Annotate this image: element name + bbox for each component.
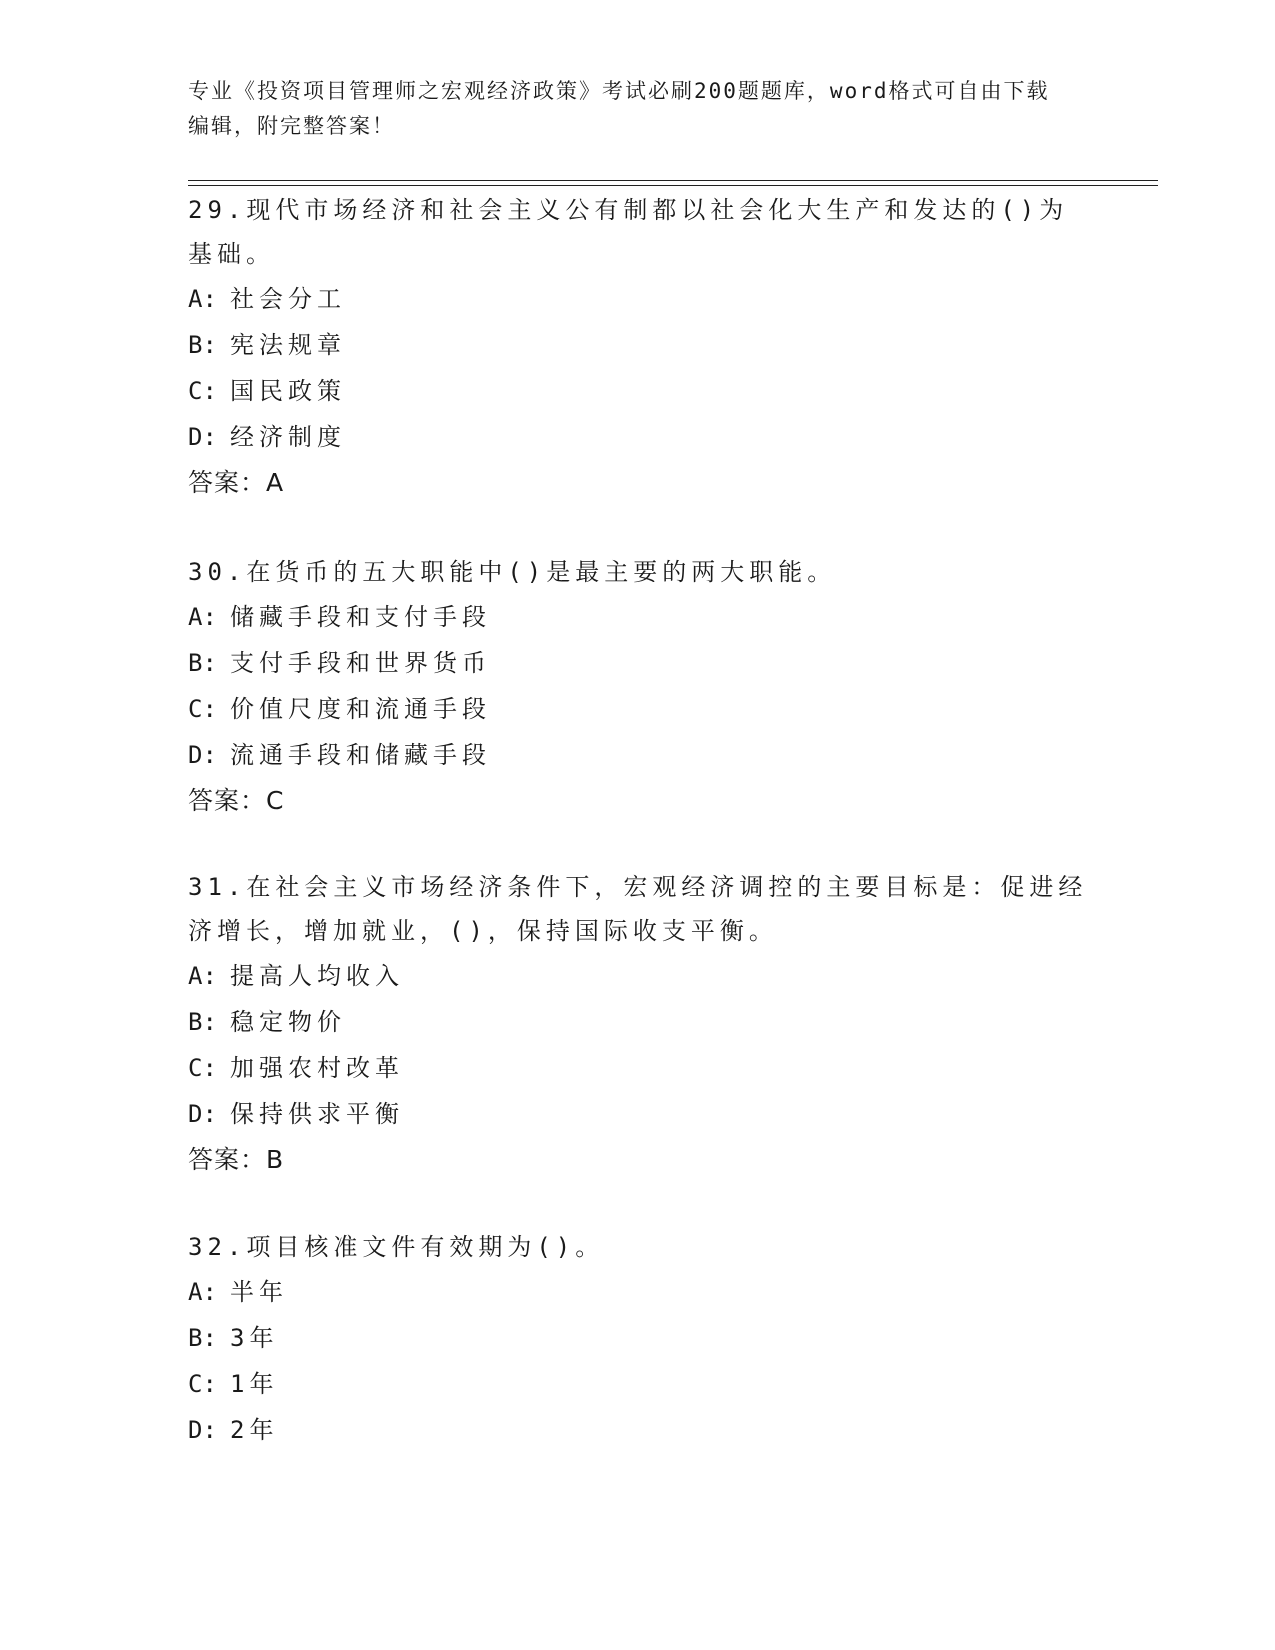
- option-text: 半年: [230, 1278, 288, 1306]
- question-32: [188, 1225, 1088, 1453]
- header-divider-top: [188, 180, 1158, 181]
- option-b: [188, 1315, 1088, 1361]
- option-text: 加强农村改革: [230, 1054, 404, 1082]
- option-letter: D:: [188, 1416, 217, 1444]
- option-d: [188, 1407, 1088, 1453]
- option-letter: C:: [188, 695, 217, 723]
- question-30: [188, 550, 1088, 824]
- option-text: 流通手段和储藏手段: [230, 741, 491, 769]
- question-29: [188, 188, 1088, 506]
- option-text: 社会分工: [230, 285, 346, 313]
- option-c: [188, 1361, 1088, 1407]
- option-a: [188, 1269, 1088, 1315]
- option-text: 1年: [230, 1370, 279, 1398]
- option-letter: C:: [188, 1370, 217, 1398]
- option-letter: B:: [188, 649, 217, 677]
- option-text: 国民政策: [230, 377, 346, 405]
- option-d: [188, 1091, 1088, 1137]
- option-a: [188, 594, 1088, 640]
- option-b: [188, 640, 1088, 686]
- header-divider-bottom: [188, 185, 1158, 186]
- answer-line: 答案：A: [188, 468, 285, 497]
- option-b: [188, 999, 1088, 1045]
- option-text: 2年: [230, 1416, 279, 1444]
- option-text: 稳定物价: [230, 1008, 346, 1036]
- option-letter: B:: [188, 331, 217, 359]
- option-letter: C:: [188, 377, 217, 405]
- option-letter: C:: [188, 1054, 217, 1082]
- option-letter: B:: [188, 1008, 217, 1036]
- option-d: [188, 732, 1088, 778]
- option-c: [188, 368, 1088, 414]
- option-letter: A:: [188, 962, 217, 990]
- option-letter: D:: [188, 423, 217, 451]
- option-text: 价值尺度和流通手段: [230, 695, 491, 723]
- answer-line: 答案：C: [188, 786, 285, 815]
- question-stem: 32.项目核准文件有效期为()。: [188, 1233, 605, 1261]
- option-text: 宪法规章: [230, 331, 346, 359]
- document-header: 专业《投资项目管理师之宏观经济政策》考试必刷200题题库，word格式可自由下载编辑，附完整答案！: [188, 79, 1050, 138]
- question-stem: 31.在社会主义市场经济条件下，宏观经济调控的主要目标是：促进经济增长，增加就业，()，保持国际收支平衡。: [188, 873, 1088, 945]
- option-text: 储藏手段和支付手段: [230, 603, 491, 631]
- option-b: [188, 322, 1088, 368]
- question-stem: 30.在货币的五大职能中()是最主要的两大职能。: [188, 558, 837, 586]
- answer-line: 答案：B: [188, 1145, 285, 1174]
- option-text: 支付手段和世界货币: [230, 649, 491, 677]
- option-d: [188, 414, 1088, 460]
- option-letter: A:: [188, 1278, 217, 1306]
- option-c: [188, 1045, 1088, 1091]
- option-letter: D:: [188, 741, 217, 769]
- option-a: [188, 953, 1088, 999]
- option-letter: A:: [188, 603, 217, 631]
- option-letter: B:: [188, 1324, 217, 1352]
- option-c: [188, 686, 1088, 732]
- question-31: [188, 865, 1088, 1183]
- option-a: [188, 276, 1088, 322]
- option-letter: A:: [188, 285, 217, 313]
- option-letter: D:: [188, 1100, 217, 1128]
- option-text: 经济制度: [230, 423, 346, 451]
- option-text: 提高人均收入: [230, 962, 404, 990]
- option-text: 3年: [230, 1324, 279, 1352]
- option-text: 保持供求平衡: [230, 1100, 404, 1128]
- question-stem: 29.现代市场经济和社会主义公有制都以社会化大生产和发达的()为基础。: [188, 196, 1069, 268]
